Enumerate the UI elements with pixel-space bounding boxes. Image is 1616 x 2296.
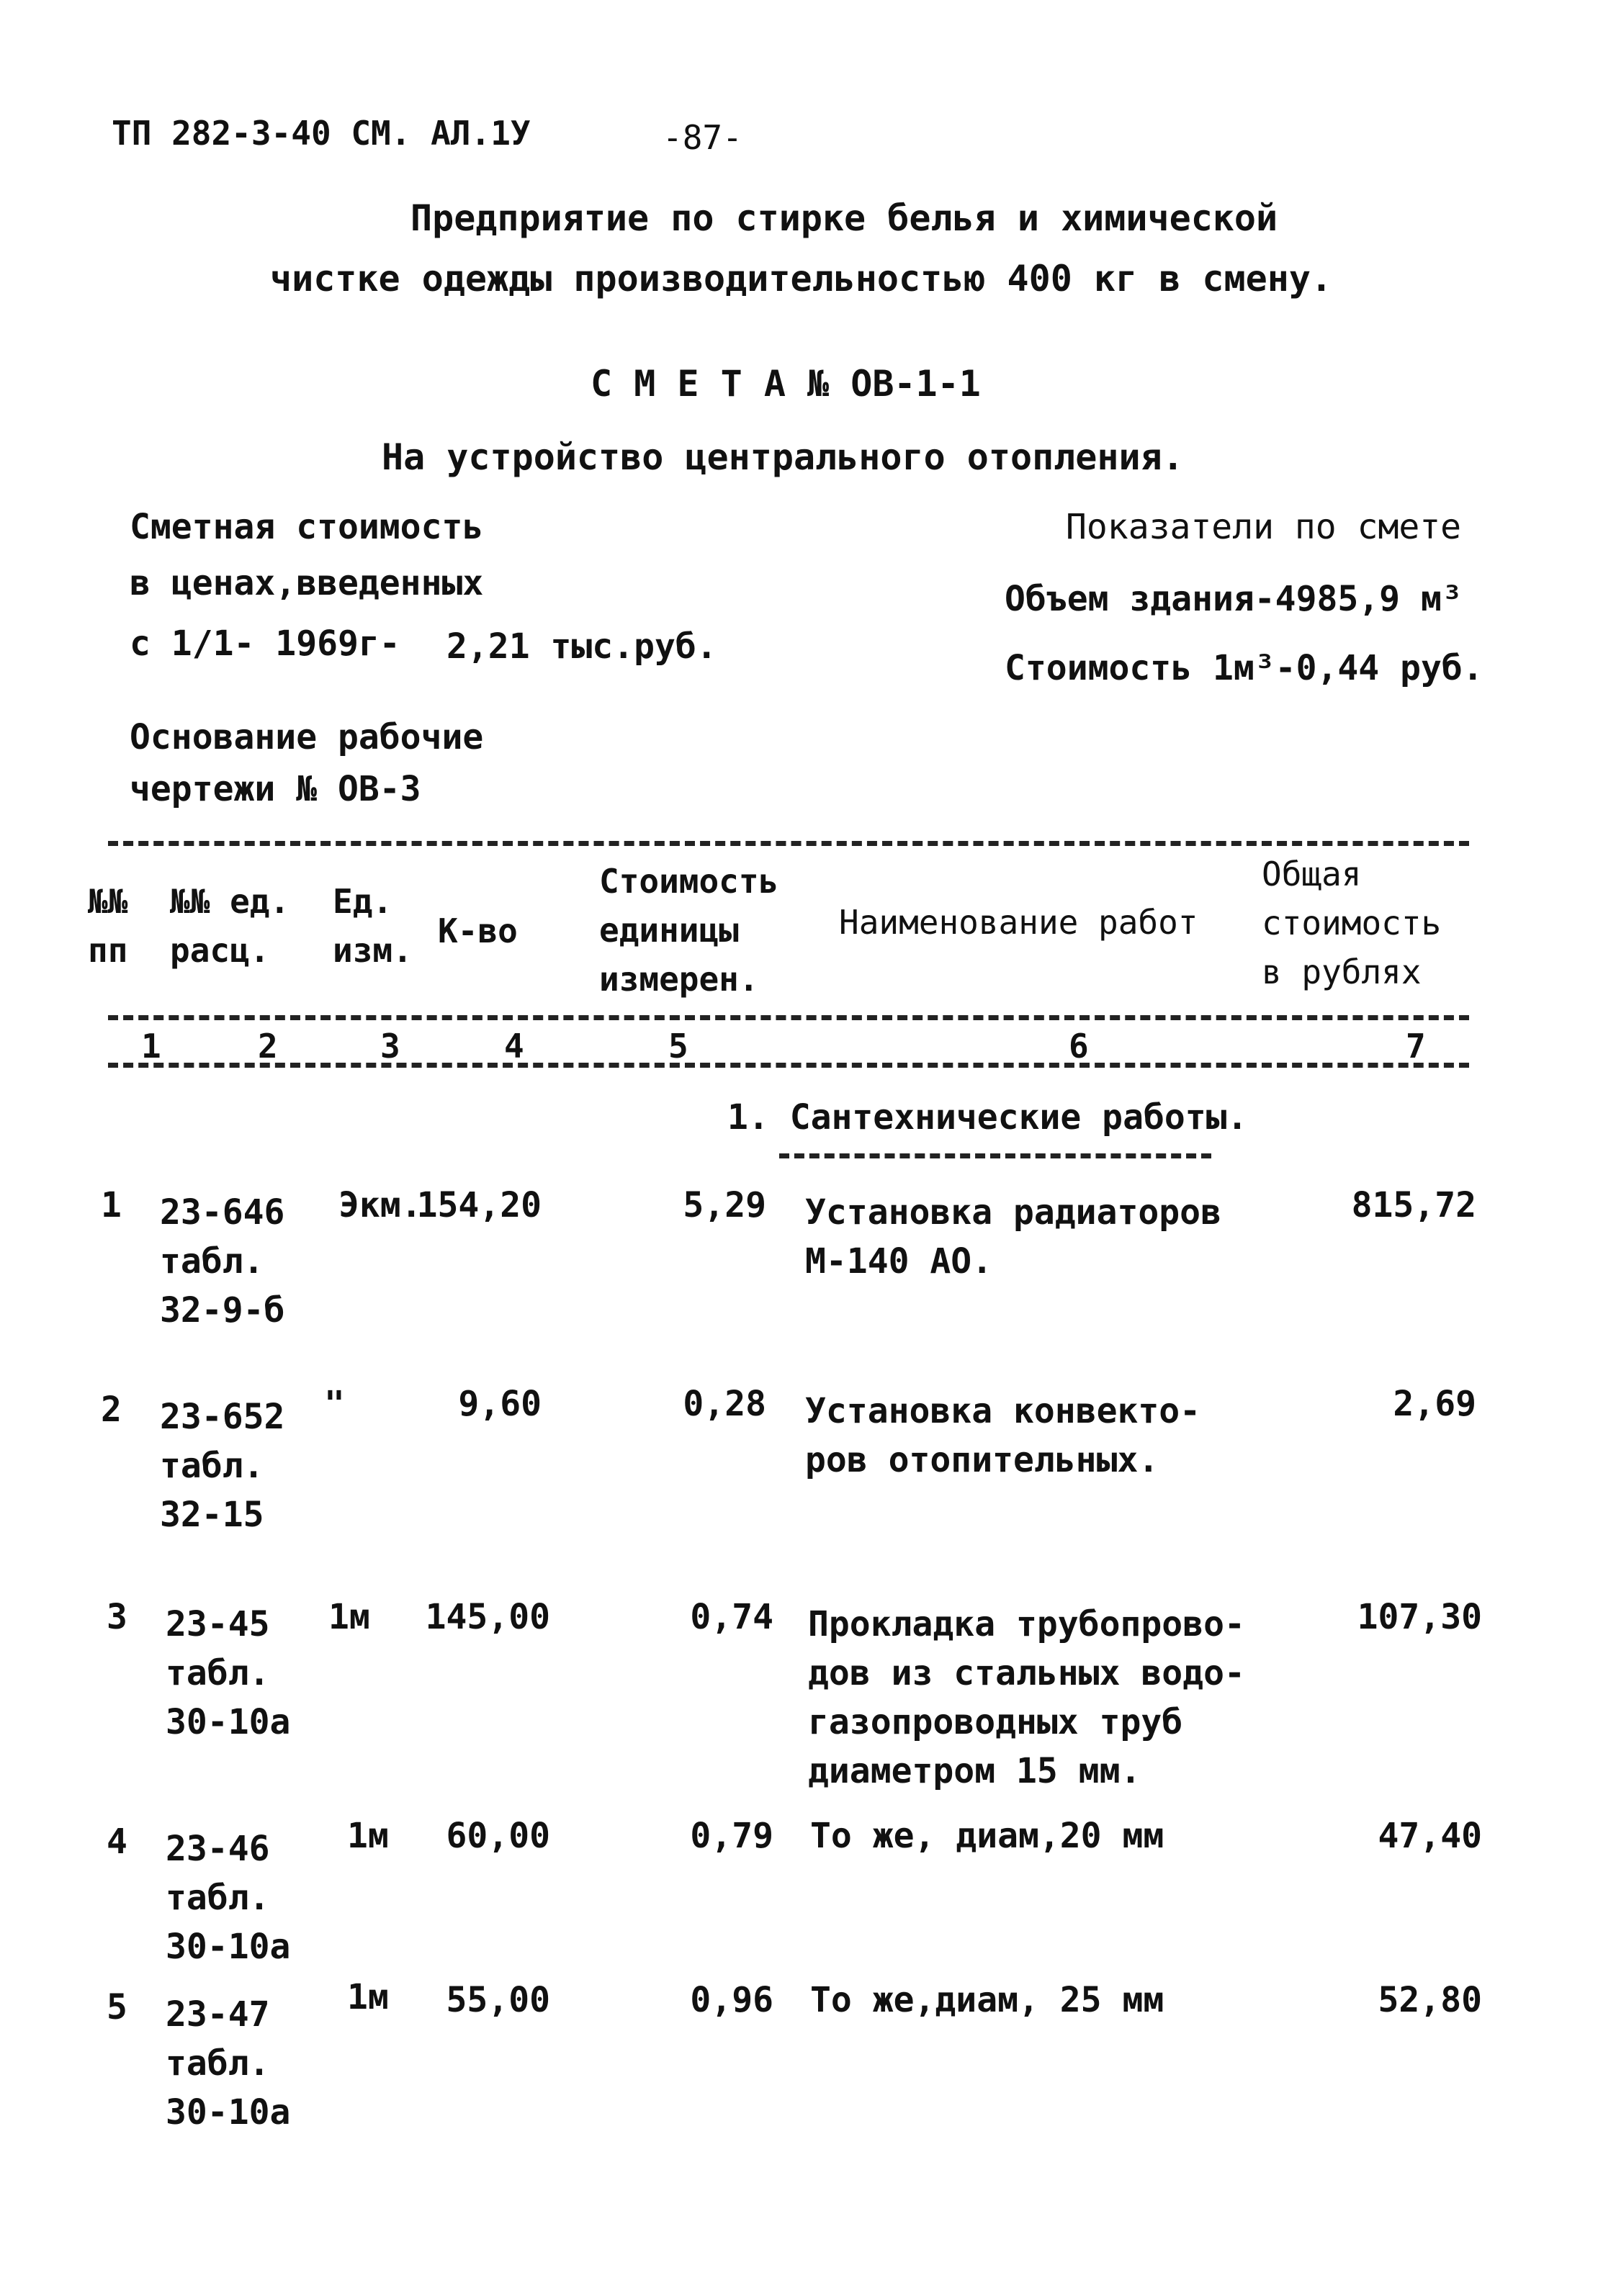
row-number: 4 <box>107 1822 127 1862</box>
work-name: То же,диам, 25 мм <box>810 1980 1164 2020</box>
section-title: 1. Сантехнические работы. <box>727 1097 1248 1138</box>
smeta-subheading: На устройство центрального отопления. <box>382 436 1184 478</box>
col-header-total-cost: Общая стоимость в рублях <box>1262 855 1442 991</box>
col-header-unit: Ед. изм. <box>333 882 413 970</box>
work-name: Установка конвекто- ров отопительных. <box>805 1391 1201 1480</box>
unit-cost: 0,28 <box>683 1384 766 1424</box>
document-code: ТП 282-3-40 СМ. АЛ.1У <box>112 114 531 153</box>
basis-label: Основание рабочие <box>130 717 484 757</box>
row-number: 1 <box>101 1185 122 1225</box>
section-title-underline <box>779 1153 1211 1158</box>
total-cost: 52,80 <box>1378 1980 1482 2020</box>
title-line-2: чистке одежды производительностью 400 кг в смену. <box>270 258 1333 300</box>
cost-per-cubic-meter: Стоимость 1м³-0,44 руб. <box>1005 648 1483 688</box>
col-number: 4 <box>504 1027 524 1066</box>
column-numbers-rule <box>108 1063 1469 1068</box>
estimated-cost-label: Сметная стоимость <box>130 507 484 547</box>
row-number: 5 <box>107 1987 127 2027</box>
prices-introduced-label: в ценах,введенных <box>130 563 484 603</box>
drawings-reference: чертежи № ОВ-3 <box>130 769 421 809</box>
title-line-1: Предприятие по стирке белья и химической <box>410 197 1278 239</box>
total-cost: 815,72 <box>1351 1185 1476 1225</box>
total-cost: 47,40 <box>1378 1816 1482 1856</box>
col-header-number: №№ пп <box>88 882 128 970</box>
unit: 1м <box>328 1597 370 1637</box>
rate-code: 23-46 табл. 30-10а <box>166 1829 291 1967</box>
building-volume: Объем здания-4985,9 м³ <box>1005 579 1463 619</box>
table-top-rule <box>108 841 1469 846</box>
unit-cost: 0,74 <box>690 1597 773 1637</box>
col-header-unit-cost: Стоимость единицы измерен. <box>599 862 779 999</box>
work-name: Прокладка трубопрово- дов из стальных водо- газопроводных труб диаметром 15 мм. <box>808 1604 1245 1791</box>
col-number: 6 <box>1069 1027 1089 1066</box>
smeta-heading: С М Е Т А № ОВ-1-1 <box>591 363 981 405</box>
unit-cost: 0,79 <box>690 1816 773 1856</box>
col-number: 1 <box>141 1027 161 1066</box>
unit: Экм. <box>338 1185 422 1225</box>
rate-code: 23-652 табл. 32-15 <box>160 1397 285 1535</box>
unit: " <box>324 1384 345 1424</box>
indicators-label: Показатели по смете <box>1066 507 1462 547</box>
col-header-work-name: Наименование работ <box>839 903 1198 942</box>
col-number: 3 <box>380 1027 400 1066</box>
header-bottom-rule <box>108 1015 1469 1020</box>
col-number: 2 <box>258 1027 278 1066</box>
unit: 1м <box>347 1816 389 1856</box>
col-header-rate-code: №№ ед. расц. <box>170 882 290 970</box>
col-header-quantity: К-во <box>438 911 518 950</box>
price-date: с 1/1- 1969г- <box>130 623 400 664</box>
total-cost: 107,30 <box>1357 1597 1482 1637</box>
quantity: 55,00 <box>446 1980 550 2020</box>
quantity: 145,00 <box>425 1597 550 1637</box>
quantity: 154,20 <box>416 1185 542 1225</box>
row-number: 3 <box>107 1597 127 1637</box>
quantity: 9,60 <box>458 1384 542 1424</box>
col-number: 7 <box>1406 1027 1426 1066</box>
rate-code: 23-47 табл. 30-10а <box>166 1994 291 2133</box>
total-cost: 2,69 <box>1393 1384 1476 1424</box>
rate-code: 23-45 табл. 30-10а <box>166 1604 291 1742</box>
row-number: 2 <box>101 1390 122 1430</box>
unit-cost: 5,29 <box>683 1185 766 1225</box>
col-number: 5 <box>668 1027 688 1066</box>
work-name: Установка радиаторов М-140 АО. <box>805 1192 1221 1282</box>
unit: 1м <box>347 1977 389 2017</box>
unit-cost: 0,96 <box>690 1980 773 2020</box>
page-number: -87- <box>663 118 742 157</box>
quantity: 60,00 <box>446 1816 550 1856</box>
rate-code: 23-646 табл. 32-9-б <box>160 1192 285 1331</box>
estimated-cost-value: 2,21 тыс.руб. <box>446 626 717 667</box>
work-name: То же, диам,20 мм <box>810 1816 1164 1856</box>
